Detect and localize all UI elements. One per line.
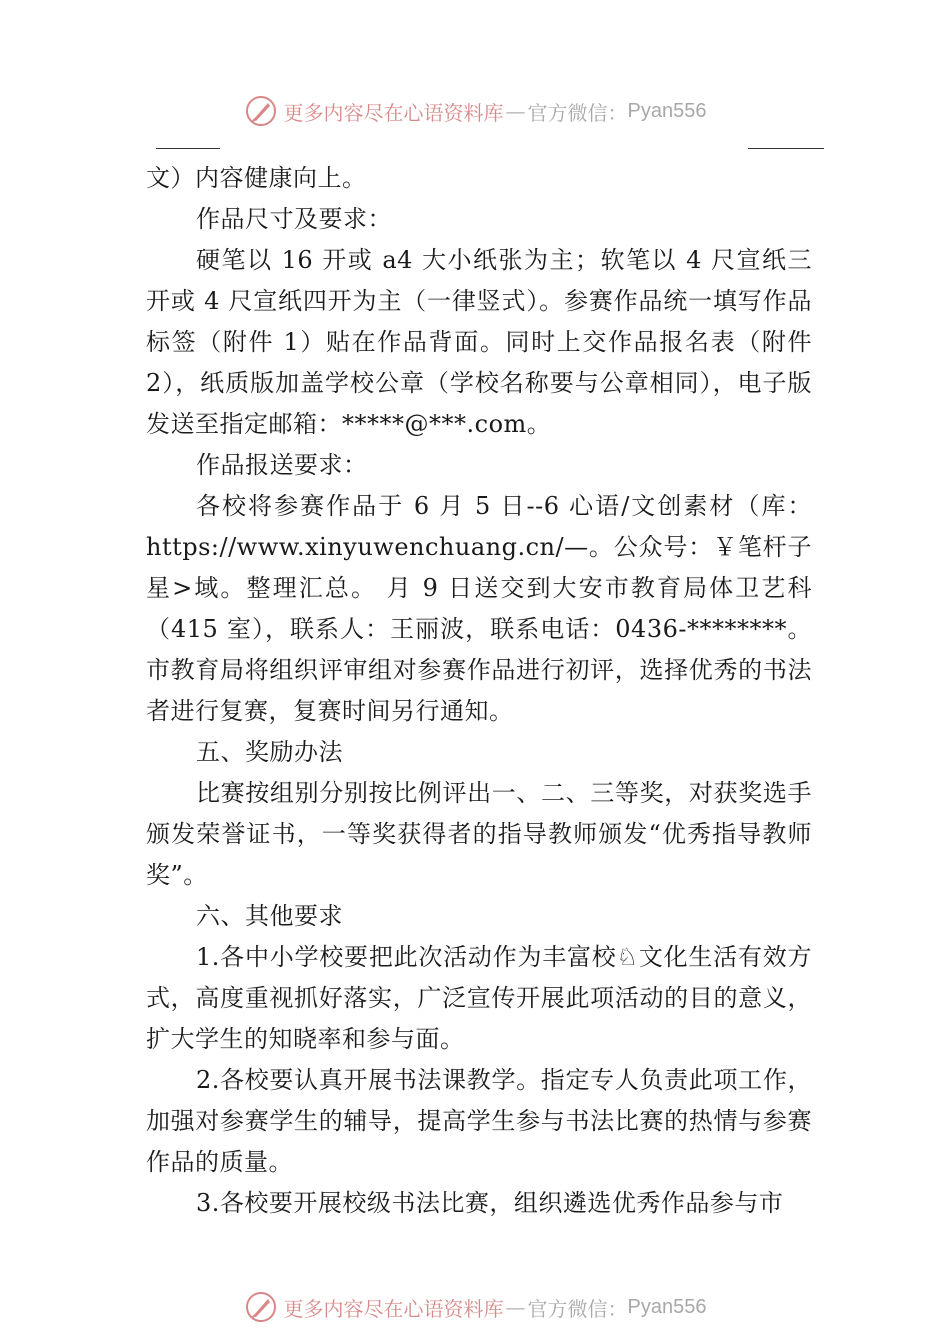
header-rule-right: [748, 148, 824, 149]
header-watermark: [0, 94, 950, 128]
paragraph: 比赛按组别分别按比例评出一、二、三等奖，对获奖选手颁发荣誉证书，一等奖获得者的指导教师颁发“优秀指导教师奖”。: [146, 779, 812, 889]
watermark-id: Pyan556: [627, 1295, 707, 1318]
section-heading: 五、奖励办法: [196, 738, 343, 766]
feather-pen-logo-icon: [244, 1290, 278, 1324]
section-heading: 六、其他要求: [196, 902, 343, 930]
paragraph: 文）内容健康向上。: [146, 164, 367, 192]
watermark-brand: 更多内容尽在心语资料库: [283, 100, 504, 125]
paragraph: 硬笔以 16 开或 a4 大小纸张为主；软笔以 4 尺宣纸三开或 4 尺宣纸四开为主（一律竖式）。参赛作品统一填写作品标签（附件 1）贴在作品背面。同时上交作品报名表（附件 2），纸质版加盖学校公章（学校名称要与公章相同），电子版发送至指定邮箱：*****@***.com。: [146, 246, 812, 438]
paragraph: 3.各校要开展校级书法比赛，组织遴选优秀作品参与市: [196, 1189, 784, 1217]
paragraph: 1.各中小学校要把此次活动作为丰富校♘文化生活有效方式，高度重视抓好落实，广泛宣传开展此项活动的目的意义，扩大学生的知晓率和参与面。: [146, 943, 812, 1053]
footer-watermark: [0, 1290, 950, 1324]
watermark-label: 官方微信：: [527, 1296, 628, 1321]
watermark-separator: —: [505, 99, 526, 123]
section-heading: 作品报送要求：: [196, 451, 368, 479]
paragraph: 各校将参赛作品于 6 月 5 日--6 心语/文创素材（库：https://www.xinyuwenchuang.cn/—。公众号：￥笔杆子星>域。整理汇总。 月 9 日送交到大安市教育局体卫艺科（415 室），联系人：王丽波，联系电话：0436-********。市教育局将组织评审组对参赛作品进行初评，选择优秀的书法者进行复赛，复赛时间另行通知。: [146, 492, 812, 725]
section-heading: 作品尺寸及要求：: [196, 205, 392, 233]
feather-pen-logo-icon: [244, 94, 278, 128]
watermark-label: 官方微信：: [527, 100, 628, 125]
watermark-id: Pyan556: [627, 99, 707, 122]
watermark-brand: 更多内容尽在心语资料库: [283, 1296, 504, 1321]
document-body: [146, 158, 812, 1224]
header-rule-left: [156, 148, 220, 149]
paragraph: 2.各校要认真开展书法课教学。指定专人负责此项工作，加强对参赛学生的辅导，提高学生参与书法比赛的热情与参赛作品的质量。: [146, 1066, 812, 1176]
watermark-separator: —: [505, 1295, 526, 1319]
